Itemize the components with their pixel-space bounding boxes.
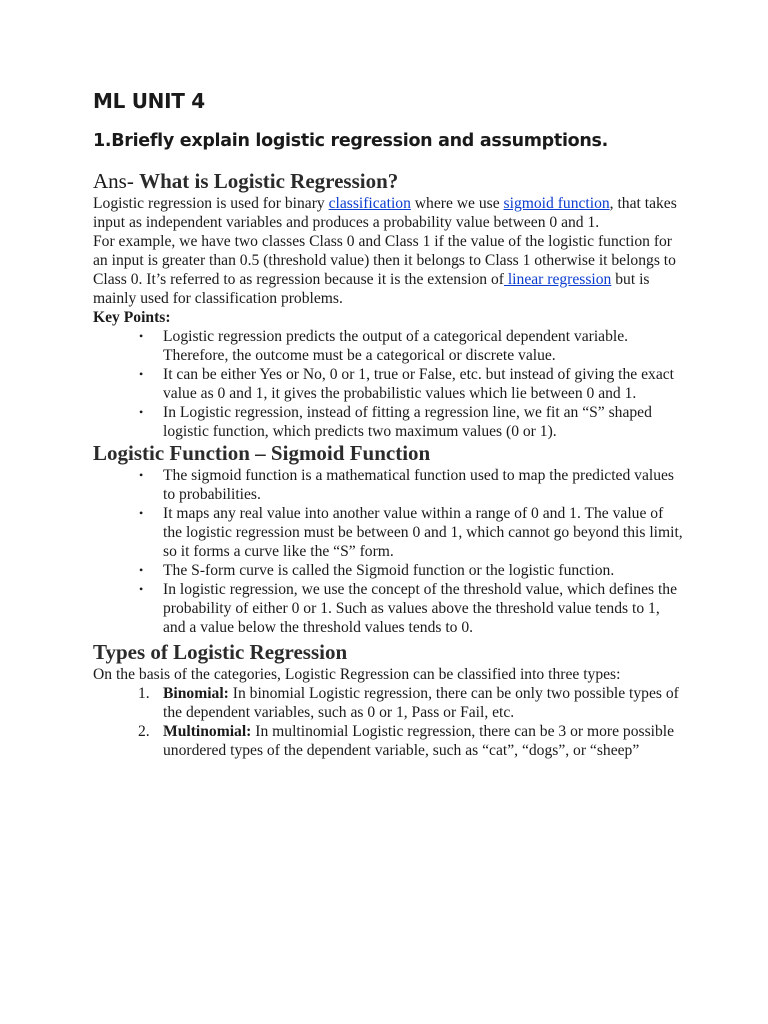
intro-text-1: Logistic regression is used for binary bbox=[93, 195, 329, 212]
answer-prefix: Ans- bbox=[93, 169, 140, 193]
sigmoid-function-link[interactable]: sigmoid function bbox=[503, 195, 610, 212]
answer-heading bbox=[93, 169, 683, 194]
document-body bbox=[93, 169, 683, 760]
list-item bbox=[93, 561, 683, 580]
types-list bbox=[93, 684, 683, 760]
list-item-text: It can be either Yes or No, 0 or 1, true or False, etc. but instead of giving the exact value as 0 and 1, it gives the probabilistic values which lie between 0 and 1. bbox=[163, 366, 674, 402]
sigmoid-points-list bbox=[93, 466, 683, 637]
list-item bbox=[93, 504, 683, 561]
list-item bbox=[93, 403, 683, 441]
intro-text-2: where we use bbox=[410, 195, 504, 212]
list-item bbox=[93, 722, 683, 760]
classification-link[interactable]: classification bbox=[328, 195, 411, 212]
intro-paragraph bbox=[93, 194, 683, 232]
type-description: In binomial Logistic regression, there can be only two possible types of the dependent variables, such as 0 or 1, Pass or Fail, etc. bbox=[163, 685, 679, 721]
bullet-icon: • bbox=[139, 582, 144, 596]
type-term: Multinomial: bbox=[163, 723, 252, 740]
bullet-icon: • bbox=[139, 468, 144, 482]
type-term: Binomial: bbox=[163, 685, 229, 702]
bullet-icon: • bbox=[139, 367, 144, 381]
list-item bbox=[93, 466, 683, 504]
list-item-text: The S-form curve is called the Sigmoid function or the logistic function. bbox=[163, 562, 615, 579]
bullet-icon: • bbox=[139, 405, 144, 419]
unit-title: ML UNIT 4 bbox=[93, 89, 205, 113]
types-section-heading: Types of Logistic Regression bbox=[93, 640, 348, 664]
bullet-icon: • bbox=[139, 329, 144, 343]
intro-text-3: , that takes input as independent variables and produces a probability value between 0 and 1. bbox=[93, 195, 677, 231]
sigmoid-section-heading: Logistic Function – Sigmoid Function bbox=[93, 441, 431, 465]
list-item bbox=[93, 327, 683, 365]
key-points-label: Key Points: bbox=[93, 309, 171, 326]
list-item-text: It maps any real value into another value within a range of 0 and 1. The value of the logistic regression must be between 0 and 1, which cannot go beyond this limit, so it forms a curve like the “S” form. bbox=[163, 505, 683, 560]
list-number: 2. bbox=[138, 723, 150, 740]
example-paragraph bbox=[93, 232, 683, 308]
type-description: In multinomial Logistic regression, there can be 3 or more possible unordered types of the dependent variable, such as “cat”, “dogs”, or “sheep” bbox=[163, 723, 675, 759]
example-text-1: For example, we have two classes Class 0 and Class 1 if the value of the logistic function for an input is greater than 0.5 (threshold value) then it belongs to Class 1 otherwise it belongs to Class 0. It’s referred to as regression because it is the extension of bbox=[93, 233, 676, 288]
key-points-list bbox=[93, 327, 683, 441]
list-item bbox=[93, 580, 683, 637]
bullet-icon: • bbox=[139, 506, 144, 520]
types-intro-paragraph: On the basis of the categories, Logistic Regression can be classified into three types: bbox=[93, 666, 621, 683]
list-item-text: Logistic regression predicts the output of a categorical dependent variable. Therefore, the outcome must be a categorical or discrete value. bbox=[163, 328, 629, 364]
list-item bbox=[93, 684, 683, 722]
answer-heading-text: What is Logistic Regression? bbox=[139, 169, 399, 193]
list-item-text: In logistic regression, we use the concept of the threshold value, which defines the probability of either 0 or 1. Such as values above the threshold value tends to 1, and a value below the threshold values tends to 0. bbox=[163, 581, 678, 636]
list-item bbox=[93, 365, 683, 403]
linear-regression-link[interactable]: linear regression bbox=[503, 271, 612, 288]
list-item-text: In Logistic regression, instead of fitting a regression line, we fit an “S” shaped logistic function, which predicts two maximum values (0 or 1). bbox=[163, 404, 652, 440]
question-heading: 1.Briefly explain logistic regression and assumptions. bbox=[93, 131, 608, 151]
list-item-text: The sigmoid function is a mathematical function used to map the predicted values to probabilities. bbox=[163, 467, 674, 503]
list-number: 1. bbox=[138, 685, 150, 702]
example-text-2: but is mainly used for classification problems. bbox=[93, 271, 650, 307]
bullet-icon: • bbox=[139, 563, 144, 577]
